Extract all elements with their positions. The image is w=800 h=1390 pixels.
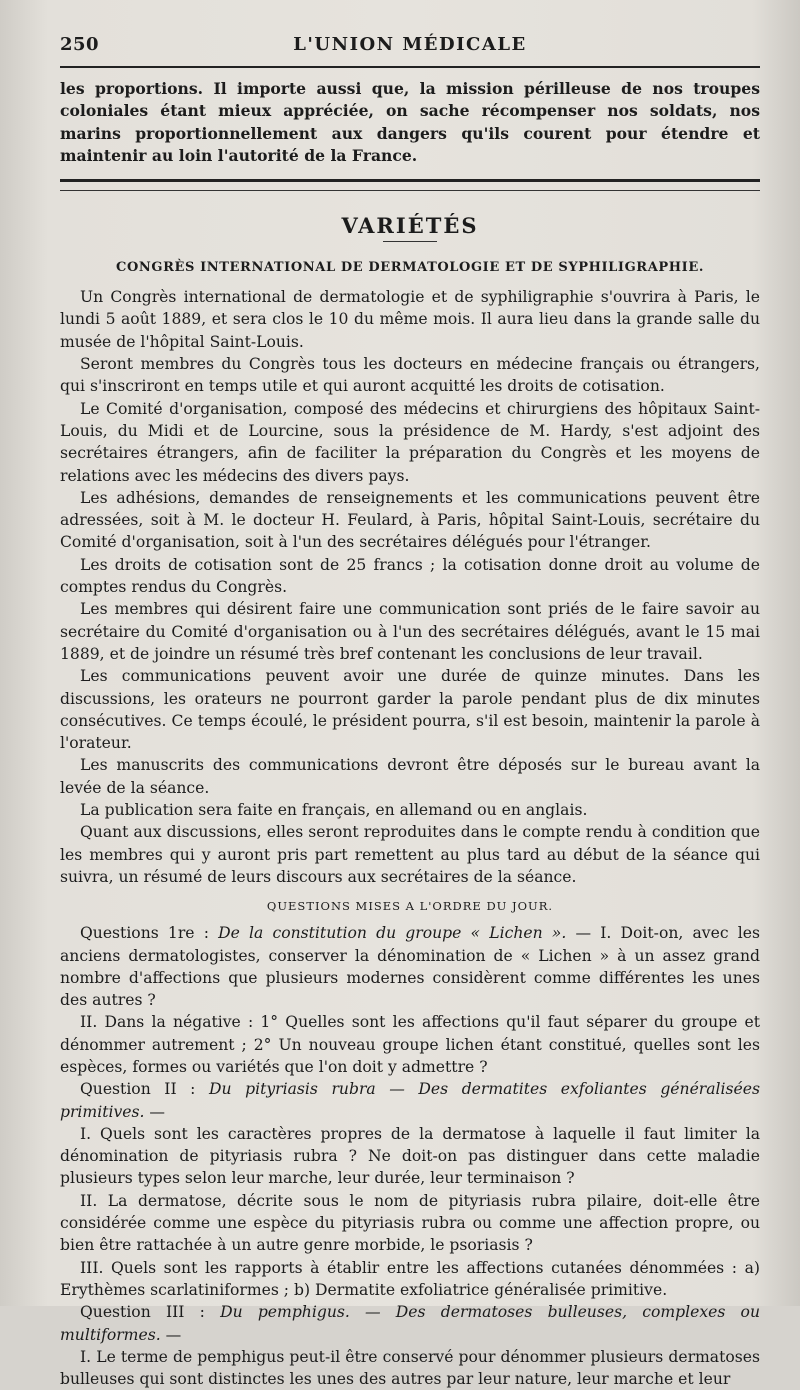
question-text: — — [160, 1325, 182, 1344]
paragraph: Un Congrès international de dermatologie et de syphiligraphie s'ouvrira à Paris, le lundi 5 août 1889, et sera clos le 10 du même mois. Il aura lieu dans la grande salle du musée de l'hôpital Saint-Louis. — [60, 288, 760, 351]
question-label: Question III : — [80, 1303, 205, 1322]
question-title: De la constitution du groupe « Lichen ». — [218, 924, 567, 943]
questions-heading: QUESTIONS MISES A L'ORDRE DU JOUR. — [266, 899, 554, 914]
intro-paragraph: les proportions. Il importe aussi que, la mission périlleuse de nos troupes coloniales étant mieux appréciée, on sache récompenser nos soldats, nos marins proportionnellement aux dangers qu'ils courent pour étendre et maintenir au loin l'autorité de la France. — [60, 79, 760, 165]
section-title: VARIÉTÉS — [341, 213, 479, 239]
page-header — [60, 30, 760, 64]
header-rule — [60, 66, 760, 68]
question-text: — — [144, 1102, 166, 1121]
section-divider — [60, 179, 760, 191]
paragraph: Les adhésions, demandes de renseignements et les communications peuvent être adressées, soit à M. le docteur H. Feulard, à Paris, hôpital Saint-Louis, secrétaire du Comité d'organisation, soit à l'un des secrétaires délégués pour l'étranger. — [60, 488, 760, 552]
question-2-part-1: I. Quels sont les caractères propres de la dermatose à laquelle il faut limiter la dénomination de pityriasis rubra ? Ne doit-on pas distinguer dans cette maladie plusieurs types selon leur marche, leur durée, leur terminaison ? — [60, 1124, 760, 1188]
question-text: — I. Doit-on, avec les anciens dermatologistes, conserver la dénomination de « Lichen » à un assez grand nombre d'affections que plusieurs modernes considèrent comme différentes les unes des autres ? — [60, 924, 760, 1010]
question-3 — [60, 1301, 760, 1346]
page-content — [60, 78, 760, 1390]
paragraph: Les manuscrits des communications devront être déposés sur le bureau avant la levée de la séance. — [60, 756, 760, 797]
question-title: Du pemphigus. — Des dermatoses bulleuses, complexes ou multiformes. — [60, 1303, 760, 1344]
question-label: Questions 1re : — [80, 924, 209, 943]
question-title: Du pityriasis rubra — Des dermatites exfoliantes généralisées primitives. — [60, 1080, 760, 1121]
question-2-part-2: II. La dermatose, décrite sous le nom de pityriasis rubra pilaire, doit-elle être considérée comme une espèce du pityriasis rubra ou comme une affection propre, ou bien être rattachée à un autre genre morbide, le psoriasis ? — [60, 1191, 760, 1255]
question-1 — [60, 922, 760, 1011]
paragraph: Les droits de cotisation sont de 25 francs ; la cotisation donne droit au volume de comptes rendus du Congrès. — [60, 555, 760, 597]
article-title: CONGRÈS INTERNATIONAL DE DERMATOLOGIE ET DE SYPHILIGRAPHIE. — [116, 260, 704, 276]
question-2 — [60, 1078, 760, 1123]
question-3-part-1: I. Le terme de pemphigus peut-il être conservé pour dénommer plusieurs dermatoses bulleuses qui sont distinctes les unes des autres par leur nature, leur marche et leur — [60, 1347, 760, 1389]
paragraph: Seront membres du Congrès tous les docteurs en médecine français ou étrangers, qui s'inscriront en temps utile et qui auront acquitté les droits de cotisation. — [60, 355, 760, 396]
paragraph: Les communications peuvent avoir une durée de quinze minutes. Dans les discussions, les orateurs ne pourront garder la parole pendant plus de dix minutes consécutives. Ce temps écoulé, le président pourra, s'il est besoin, maintenir la parole à l'orateur. — [60, 667, 760, 753]
paragraph: Les membres qui désirent faire une communication sont priés de le faire savoir au secrétaire du Comité d'organisation ou à l'un des secrétaires délégués, avant le 15 mai 1889, et de joindre un résumé très bref contenant les conclusions de leur travail. — [60, 600, 760, 663]
paragraph: La publication sera faite en français, en allemand ou en anglais. — [80, 801, 588, 820]
page-number: 250 — [60, 34, 100, 55]
title-underline — [383, 241, 437, 242]
question-2-part-3: III. Quels sont les rapports à établir entre les affections cutanées dénommées : a) Erythèmes scarlatiniformes ; b) Dermatite exfoliatrice généralisée primitive. — [60, 1258, 760, 1299]
question-1-part-2: II. Dans la négative : 1° Quelles sont les affections qu'il faut séparer du groupe et dénommer autrement ; 2° Un nouveau groupe lichen étant constitué, quelles sont les espèces, formes ou variétés que l'on doit y admettre ? — [60, 1013, 760, 1076]
paragraph: Le Comité d'organisation, composé des médecins et chirurgiens des hôpitaux Saint-Louis, du Midi et de Lourcine, sous la présidence de M. Hardy, s'est adjoint des secrétaires étrangers, afin de faciliter la préparation du Congrès et les moyens de relations avec les médecins des divers pays. — [60, 399, 760, 485]
question-label: Question II : — [80, 1080, 196, 1099]
running-title: L'UNION MÉDICALE — [293, 34, 527, 55]
paragraph: Quant aux discussions, elles seront reproduites dans le compte rendu à condition que les membres qui y auront pris part remettent au plus tard au début de la séance qui suivra, un résumé de leurs discours aux secrétaires de la séance. — [60, 823, 760, 886]
